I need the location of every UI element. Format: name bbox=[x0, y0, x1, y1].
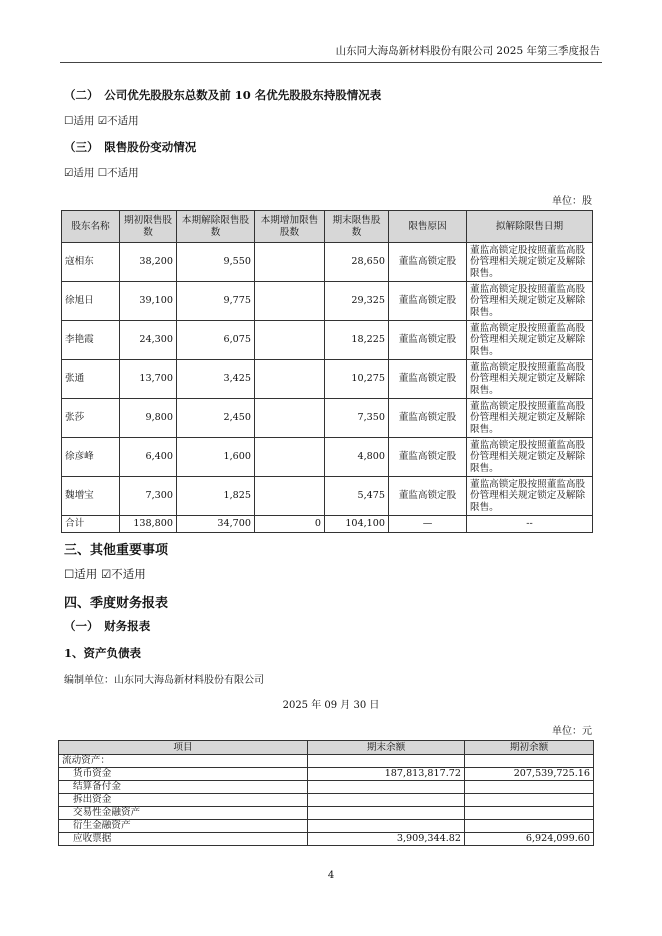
end-restricted: 5,475 bbox=[325, 477, 389, 516]
period-end-balance bbox=[308, 781, 465, 794]
balance-sheet-table bbox=[58, 740, 594, 846]
table-row bbox=[59, 820, 594, 833]
released-restricted: 1,825 bbox=[177, 477, 255, 516]
shareholder-name: 魏增宝 bbox=[62, 477, 120, 516]
shareholder-name: 张莎 bbox=[62, 399, 120, 438]
release-date: 董监高锁定股按照董监高股份管理相关规定锁定及解除限售。 bbox=[467, 477, 593, 516]
preparing-entity: 编制单位：山东同大海岛新材料股份有限公司 bbox=[64, 675, 264, 686]
line-item: 交易性金融资产 bbox=[59, 807, 308, 820]
begin-restricted: 39,100 bbox=[120, 282, 177, 321]
column-header: 期末限售股数 bbox=[325, 211, 389, 243]
release-date: 董监高锁定股按照董监高股份管理相关规定锁定及解除限售。 bbox=[467, 282, 593, 321]
shareholder-name: 徐彦峰 bbox=[62, 438, 120, 477]
table-row bbox=[62, 282, 593, 321]
total-begin: 138,800 bbox=[120, 516, 177, 533]
end-restricted: 29,325 bbox=[325, 282, 389, 321]
total-added: 0 bbox=[255, 516, 325, 533]
period-end-balance: 187,813,817.72 bbox=[308, 768, 465, 781]
total-released: 34,700 bbox=[177, 516, 255, 533]
shareholder-name: 张通 bbox=[62, 360, 120, 399]
other-matters-title: 三、其他重要事项 bbox=[64, 543, 169, 558]
balance-sheet-unit: 单位：元 bbox=[552, 726, 592, 737]
release-date: 董监高锁定股按照董监高股份管理相关规定锁定及解除限售。 bbox=[467, 243, 593, 282]
report-header: 山东同大海岛新材料股份有限公司 2025 年第三季度报告 bbox=[335, 45, 600, 57]
released-restricted: 9,550 bbox=[177, 243, 255, 282]
period-begin-balance bbox=[465, 807, 594, 820]
released-restricted: 1,600 bbox=[177, 438, 255, 477]
shareholder-name: 寇相东 bbox=[62, 243, 120, 282]
period-begin-balance: 207,539,725.16 bbox=[465, 768, 594, 781]
table-total-row bbox=[62, 516, 593, 533]
table-row bbox=[62, 321, 593, 360]
total-reason: — bbox=[389, 516, 467, 533]
table-row bbox=[62, 360, 593, 399]
end-restricted: 4,800 bbox=[325, 438, 389, 477]
table-row bbox=[59, 833, 594, 846]
line-item: 结算备付金 bbox=[59, 781, 308, 794]
end-restricted: 7,350 bbox=[325, 399, 389, 438]
column-header: 期末余额 bbox=[308, 741, 465, 755]
begin-restricted: 6,400 bbox=[120, 438, 177, 477]
period-end-balance bbox=[308, 755, 465, 768]
shareholder-name: 李艳霞 bbox=[62, 321, 120, 360]
added-restricted bbox=[255, 282, 325, 321]
period-begin-balance bbox=[465, 820, 594, 833]
line-item: 流动资产： bbox=[59, 755, 308, 768]
line-item: 衍生金融资产 bbox=[59, 820, 308, 833]
column-header: 本期解除限售股数 bbox=[177, 211, 255, 243]
financial-report-subtitle: （一） 财务报表 bbox=[64, 619, 151, 633]
restricted-unit: 单位：股 bbox=[552, 196, 592, 207]
begin-restricted: 9,800 bbox=[120, 399, 177, 438]
release-date: 董监高锁定股按照董监高股份管理相关规定锁定及解除限售。 bbox=[467, 438, 593, 477]
released-restricted: 9,775 bbox=[177, 282, 255, 321]
column-header: 项目 bbox=[59, 741, 308, 755]
restricted-shares-applicability: ☑适用 ☐不适用 bbox=[64, 167, 139, 179]
line-item: 拆出资金 bbox=[59, 794, 308, 807]
line-item: 货币资金 bbox=[59, 768, 308, 781]
column-header: 限售原因 bbox=[389, 211, 467, 243]
financial-statements-title: 四、季度财务报表 bbox=[64, 596, 169, 611]
added-restricted bbox=[255, 438, 325, 477]
total-label: 合计 bbox=[62, 516, 120, 533]
restriction-reason: 董监高锁定股 bbox=[389, 282, 467, 321]
table-row bbox=[59, 755, 594, 768]
period-begin-balance bbox=[465, 755, 594, 768]
added-restricted bbox=[255, 477, 325, 516]
total-end: 104,100 bbox=[325, 516, 389, 533]
total-date: -- bbox=[467, 516, 593, 533]
restriction-reason: 董监高锁定股 bbox=[389, 360, 467, 399]
period-end-balance bbox=[308, 807, 465, 820]
column-header: 拟解除限售日期 bbox=[467, 211, 593, 243]
column-header: 本期增加限售股数 bbox=[255, 211, 325, 243]
restriction-reason: 董监高锁定股 bbox=[389, 321, 467, 360]
table-row bbox=[62, 438, 593, 477]
preferred-shares-applicability: ☐适用 ☑不适用 bbox=[64, 115, 139, 127]
end-restricted: 18,225 bbox=[325, 321, 389, 360]
table-row bbox=[59, 794, 594, 807]
released-restricted: 3,425 bbox=[177, 360, 255, 399]
added-restricted bbox=[255, 399, 325, 438]
release-date: 董监高锁定股按照董监高股份管理相关规定锁定及解除限售。 bbox=[467, 360, 593, 399]
restriction-reason: 董监高锁定股 bbox=[389, 438, 467, 477]
period-end-balance bbox=[308, 794, 465, 807]
column-header: 期初限售股数 bbox=[120, 211, 177, 243]
begin-restricted: 7,300 bbox=[120, 477, 177, 516]
period-begin-balance bbox=[465, 781, 594, 794]
begin-restricted: 38,200 bbox=[120, 243, 177, 282]
added-restricted bbox=[255, 321, 325, 360]
table-header-row bbox=[62, 211, 593, 243]
column-header: 期初余额 bbox=[465, 741, 594, 755]
period-begin-balance: 6,924,099.60 bbox=[465, 833, 594, 846]
restriction-reason: 董监高锁定股 bbox=[389, 243, 467, 282]
period-begin-balance bbox=[465, 794, 594, 807]
period-end-balance: 3,909,344.82 bbox=[308, 833, 465, 846]
end-restricted: 28,650 bbox=[325, 243, 389, 282]
restricted-shares-table bbox=[61, 210, 593, 533]
preferred-shares-title: （二） 公司优先股股东总数及前 10 名优先股股东持股情况表 bbox=[64, 88, 382, 102]
release-date: 董监高锁定股按照董监高股份管理相关规定锁定及解除限售。 bbox=[467, 399, 593, 438]
restricted-shares-title: （三） 限售股份变动情况 bbox=[64, 140, 197, 154]
line-item: 应收票据 bbox=[59, 833, 308, 846]
table-row bbox=[59, 781, 594, 794]
table-header-row bbox=[59, 741, 594, 755]
table-row bbox=[62, 399, 593, 438]
balance-sheet-date: 2025 年 09 月 30 日 bbox=[282, 700, 380, 711]
begin-restricted: 24,300 bbox=[120, 321, 177, 360]
end-restricted: 10,275 bbox=[325, 360, 389, 399]
period-end-balance bbox=[308, 820, 465, 833]
table-row bbox=[62, 477, 593, 516]
balance-sheet-title: 1、资产负债表 bbox=[64, 646, 142, 660]
table-row bbox=[59, 807, 594, 820]
begin-restricted: 13,700 bbox=[120, 360, 177, 399]
column-header: 股东名称 bbox=[62, 211, 120, 243]
table-row bbox=[62, 243, 593, 282]
header-divider bbox=[60, 62, 602, 63]
restriction-reason: 董监高锁定股 bbox=[389, 477, 467, 516]
released-restricted: 6,075 bbox=[177, 321, 255, 360]
restriction-reason: 董监高锁定股 bbox=[389, 399, 467, 438]
shareholder-name: 徐旭日 bbox=[62, 282, 120, 321]
other-matters-applicability: ☐适用 ☑不适用 bbox=[64, 567, 146, 581]
table-row bbox=[59, 768, 594, 781]
added-restricted bbox=[255, 243, 325, 282]
added-restricted bbox=[255, 360, 325, 399]
release-date: 董监高锁定股按照董监高股份管理相关规定锁定及解除限售。 bbox=[467, 321, 593, 360]
page-number: 4 bbox=[327, 870, 335, 881]
released-restricted: 2,450 bbox=[177, 399, 255, 438]
